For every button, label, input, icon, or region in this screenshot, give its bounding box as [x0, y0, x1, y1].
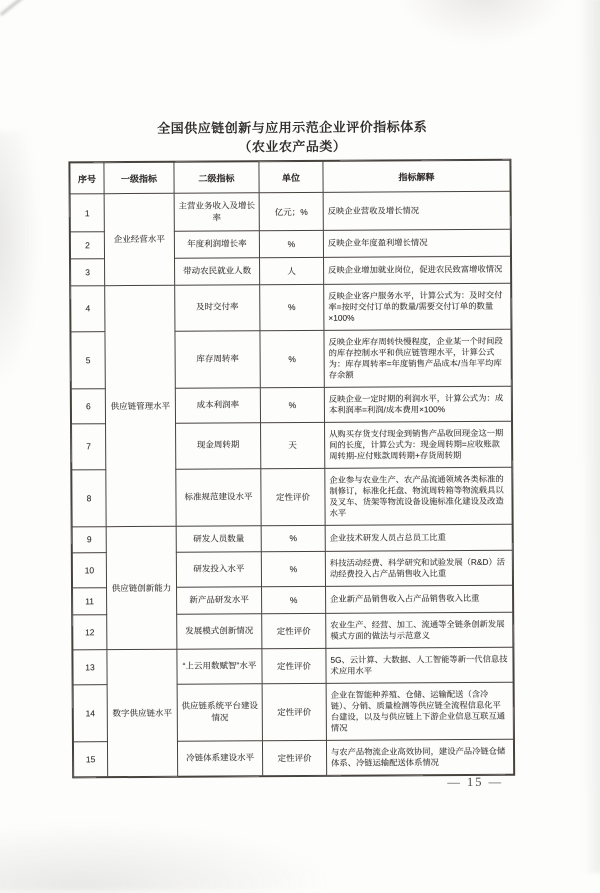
table-row: [71, 283, 511, 332]
scan-smudge-bottom: [0, 821, 333, 893]
explanation-cell: 5G、云计算、大数据、人工智能等新一代信息技术应用水平: [326, 647, 513, 683]
row-number-cell: 15: [73, 741, 107, 776]
unit-cell: 定性评价: [262, 683, 326, 740]
unit-cell: 定性评价: [262, 613, 326, 648]
page-number: — 15 —: [447, 774, 504, 790]
level2-indicator-cell: 成本利润率: [175, 387, 260, 423]
row-number-cell: 10: [72, 553, 106, 588]
explanation-cell: 科技活动经费、科学研究和试验发展（R&D）活动经费投入占产品销售收入比重: [325, 550, 512, 586]
document-subtitle: （农业农产品类）: [238, 138, 347, 155]
unit-cell: 人: [260, 257, 324, 284]
unit-cell: 定性评价: [262, 648, 326, 683]
level2-indicator-cell: 研发人员数量: [176, 525, 261, 552]
unit-cell: 天: [261, 422, 325, 468]
level2-indicator-cell: 标准规范建设水平: [176, 468, 261, 526]
row-number-cell: 9: [72, 526, 106, 553]
unit-cell: 定性评价: [261, 468, 325, 525]
explanation-cell: 反映企业客户服务水平，计算公式为：及时交付率=按时交付订单的数量/需要交付订单的数量×100%: [324, 283, 511, 330]
explanation-cell: 农业生产、经营、加工、流通等全链条创新发展模式方面的做法与示范意义: [326, 612, 513, 648]
row-number-cell: 7: [72, 423, 106, 469]
indicator-table: [69, 160, 514, 777]
row-number-cell: 3: [71, 258, 105, 285]
unit-cell: %: [261, 525, 325, 552]
scan-smudge-left: [0, 132, 42, 392]
explanation-cell: 从购买存货支付现金到销售产品收回现金这一期间的长度，计算公式为：现金周转期=应收账款周转期-应付账款周转期+存货周转期: [325, 421, 512, 468]
level1-indicator-cell: 供应链创新能力: [106, 526, 177, 649]
row-number-cell: 8: [72, 469, 106, 526]
explanation-cell: 企业技术研发人员占总员工比重: [325, 524, 512, 552]
explanation-cell: 反映企业营收及增长情况: [323, 191, 510, 230]
level2-indicator-cell: 年度利润增长率: [174, 231, 259, 258]
explanation-cell: 反映企业增加就业岗位，促进农民致富增收情况: [324, 256, 511, 284]
unit-cell: %: [262, 586, 326, 613]
unit-cell: %: [261, 551, 325, 586]
explanation-cell: 与农产品物流企业高效协同，建设产品冷链仓储体系、冷链运输配送体系情况: [326, 739, 513, 775]
row-number-cell: 11: [73, 588, 107, 615]
level1-indicator-cell: 供应链管理水平: [105, 285, 176, 526]
level2-indicator-cell: 冷链体系建设水平: [177, 740, 262, 776]
level2-indicator-cell: 带动农民就业人数: [175, 257, 260, 285]
explanation-cell: 反映企业年度盈利增长情况: [323, 229, 510, 257]
row-number-cell: 2: [70, 232, 104, 259]
unit-cell: %: [260, 284, 324, 330]
column-header: 指标解释: [323, 160, 510, 192]
level2-indicator-cell: 库存周转率: [175, 330, 260, 388]
explanation-cell: 企业参与农业生产、农产品流通领域各类标准的制修订，标准化托盘、物流周转箱等物流载具以及叉车、货架等物流设备设施标准化建设及改造水平: [325, 467, 512, 525]
table-row: [70, 191, 510, 232]
level2-indicator-cell: 供应链系统平台建设情况: [177, 683, 262, 741]
unit-cell: 定性评价: [262, 740, 326, 775]
unit-cell: %: [260, 387, 324, 422]
explanation-cell: 企业在智能种养殖、仓储、运输配送（含冷链）、分销、质量检测等供应链全流程信息化平台建设，以及与供应链上下游企业信息互联互通情况: [326, 682, 513, 740]
row-number-cell: 12: [73, 614, 107, 649]
row-number-cell: 6: [71, 388, 105, 423]
document-title: 全国供应链创新与应用示范企业评价指标体系: [157, 119, 428, 136]
level2-indicator-cell: 现金周转期: [176, 422, 261, 469]
row-number-cell: 13: [73, 649, 107, 684]
level1-indicator-cell: 数字供应链水平: [107, 649, 178, 776]
column-header: 二级指标: [174, 162, 259, 194]
explanation-cell: 企业新产品销售收入占产品销售收入比重: [326, 585, 513, 613]
explanation-cell: 反映企业库存周转快慢程度，企业某一个时间段的库存控制水平和供应链管理水平，计算公式为：库存周转率=年度销售产品成本/当年平均库存余额: [324, 329, 511, 387]
row-number-cell: 1: [70, 194, 104, 232]
level2-indicator-cell: 研发投入水平: [176, 552, 261, 588]
column-header: 一级指标: [104, 162, 174, 193]
unit-cell: 亿元；%: [259, 192, 323, 230]
explanation-cell: 反映企业一定时期的利润水平，计算公式为：成本利润率=利润/成本费用×100%: [324, 386, 511, 422]
table-row: [72, 524, 512, 553]
level2-indicator-cell: 新产品研发水平: [177, 587, 262, 614]
table-body: [70, 191, 514, 776]
level2-indicator-cell: “上云用数赋智”水平: [177, 648, 262, 684]
unit-cell: %: [259, 230, 323, 257]
column-header: 单位: [259, 161, 323, 192]
row-number-cell: 4: [71, 285, 105, 331]
unit-cell: %: [260, 330, 324, 387]
level2-indicator-cell: 发展模式创新情况: [177, 613, 262, 649]
row-number-cell: 5: [71, 331, 105, 388]
table-header-row: [70, 160, 510, 194]
level2-indicator-cell: 及时交付率: [175, 284, 260, 331]
level2-indicator-cell: 主营业务收入及增长率: [174, 193, 259, 232]
level1-indicator-cell: 企业经营水平: [104, 193, 175, 285]
table-row: [73, 647, 513, 685]
column-header: 序号: [70, 163, 104, 194]
row-number-cell: 14: [73, 684, 107, 741]
